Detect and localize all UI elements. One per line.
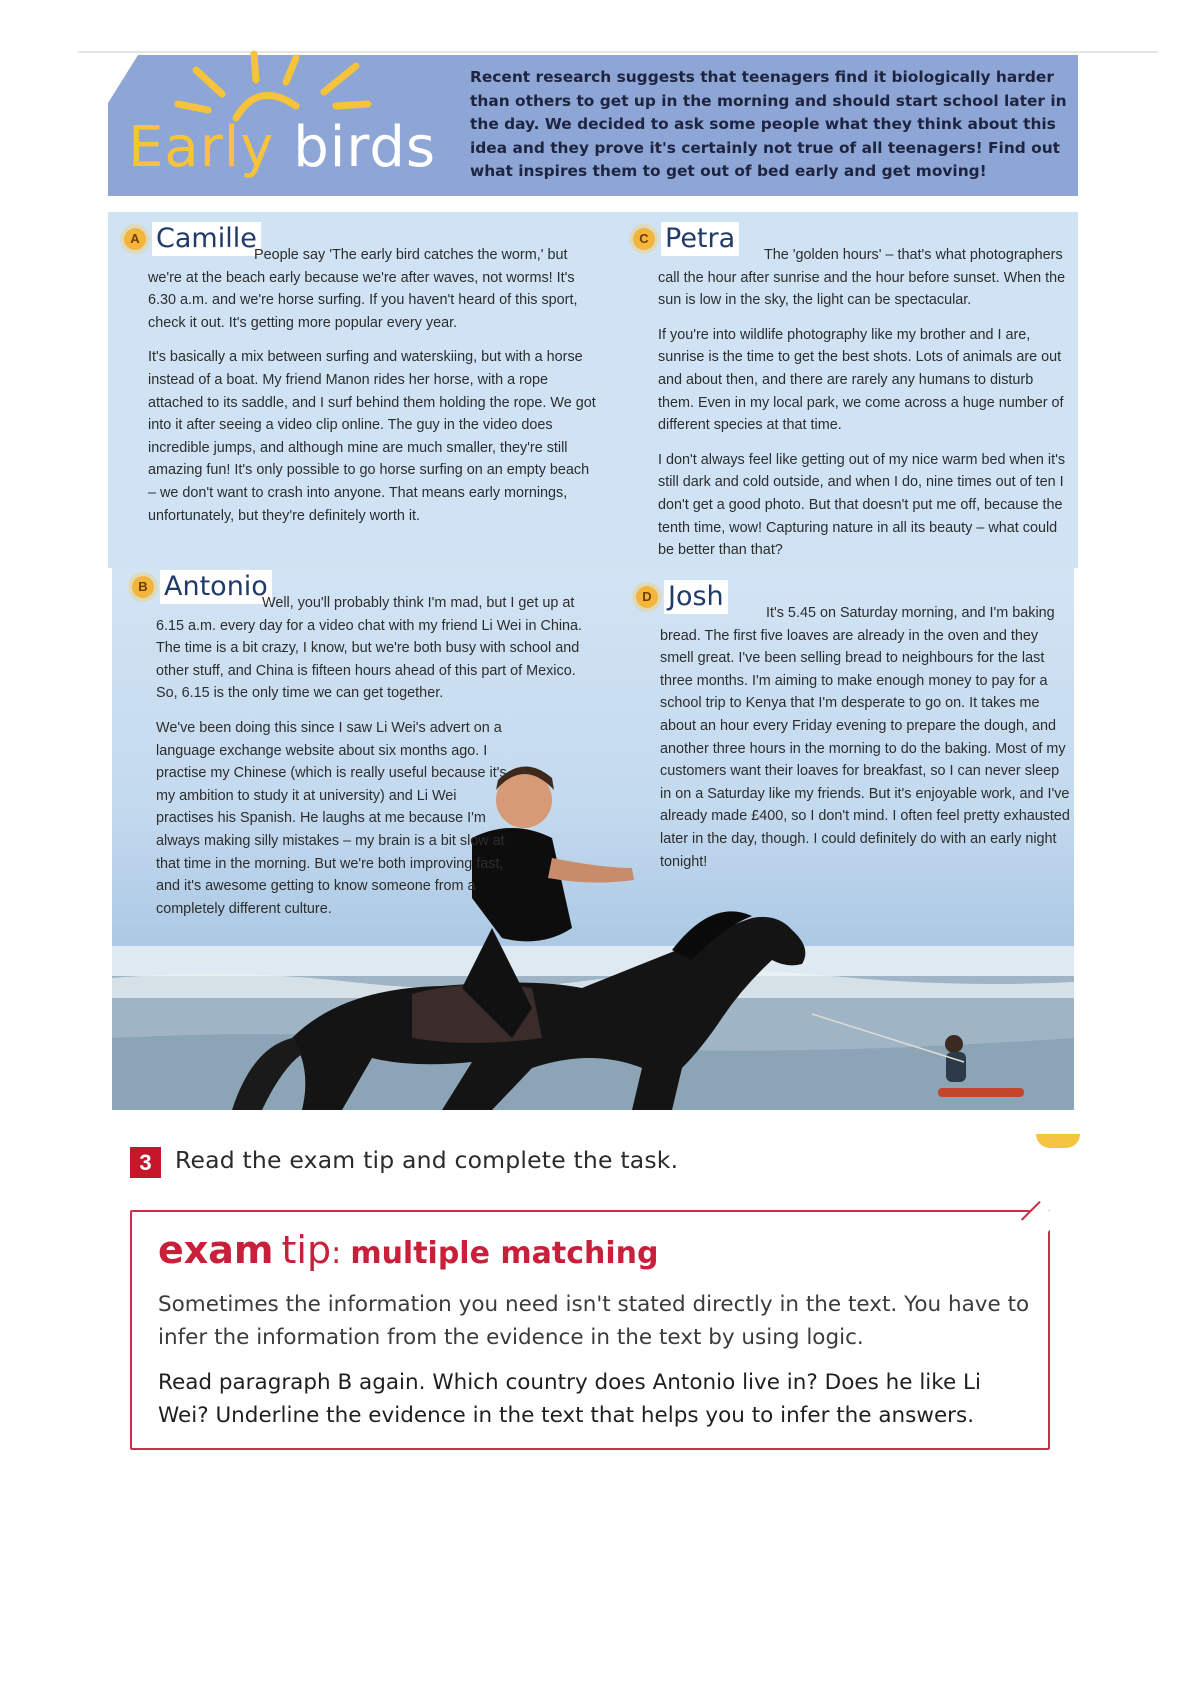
page-title (128, 115, 437, 180)
article-c-p2: If you're into wildlife photography like my brother and I are, sunrise is the time to get the best shots. Lots of animals are out and about then, and there are rarely any humans to disturb them. Even in my local park, we come across a huge number of different species at that time. (658, 326, 1064, 434)
tip-word-tip: tip (281, 1228, 332, 1272)
article-a-p1: People say 'The early bird catches the worm,' but we're at the beach early because we're after waves, not worms! It's 6.30 a.m. and we're horse surfing. If you haven't heard of this sport, check it out. It's getting more popular every year. (148, 247, 578, 331)
article-c-p3: I don't always feel like getting out of my nice warm bed when it's still dark and cold outside, and when I do, nine times out of ten I don't get a good photo. But that doesn't put me off, because the tenth time, wow! Capturing nature in all its beauty – what could be better than that? (658, 451, 1066, 559)
article-a-name: Camille (152, 222, 261, 256)
article-b-p1: Well, you'll probably think I'm mad, but I get up at 6.15 a.m. every day for a video chat with my friend Li Wei in China. The time is a bit crazy, I know, but we're both busy with school and other stuff, and China is fifteen hours ahead of this part of Mexico. So, 6.15 is the only time we can get together. (156, 595, 583, 702)
article-c-p1: The 'golden hours' – that's what photographers call the hour after sunrise and the hour before sunset. When the sun is low in the sky, the light can be spectacular. (658, 247, 1066, 309)
tip-word-exam: exam (158, 1228, 274, 1272)
article-b (156, 592, 600, 932)
article-a (148, 244, 598, 539)
article-d-p1: It's 5.45 on Saturday morning, and I'm baking bread. The first five loaves are already in the oven and they smell great. I've been selling bread to neighbours for the last three months. I'm aiming to make enough money to pay for a school trip to Kenya that I'm desperate to go on. It takes me about an hour every Friday evening to prepare the dough, and another three hours in the morning to do the baking. Most of my customers want their loaves for breakfast, so I can never sleep in on a Saturday like my friends. But it's enjoyable work, and I've already made £400, so I don't mind. I often feel pretty exhausted later in the day, though. I could definitely do with an early night tonight! (660, 605, 1070, 870)
exam-tip-body (158, 1288, 1038, 1444)
tip-subtitle: multiple matching (350, 1236, 659, 1271)
article-d (660, 602, 1070, 885)
decor-dot (1036, 1134, 1080, 1148)
article-a-p2: It's basically a mix between surfing and waterskiing, but with a horse instead of a boat. My friend Manon rides her horse, with a rope attached to its saddle, and I surf behind them holding the rope. We got into it after seeing a video clip online. The guy in the video does incredible jumps, and although mine are much smaller, they're still amazing fun! It's only possible to go horse surfing on an empty beach – we don't want to crash into anyone. That means early mornings, unfortunately, but they're definitely worth it. (148, 349, 596, 524)
article-a-badge: A (124, 228, 146, 250)
article-d-badge: D (636, 586, 658, 608)
article-c-badge: C (633, 228, 655, 250)
title-early: Early (128, 115, 275, 180)
tip-paragraph-2: Read paragraph B again. Which country does Antonio live in? Does he like Li Wei? Underline the evidence in the text that helps you to infer the answers. (158, 1370, 981, 1428)
article-c-name: Petra (661, 222, 739, 256)
article-c (658, 244, 1072, 574)
article-d-name: Josh (664, 580, 728, 614)
task-instruction: Read the exam tip and complete the task. (175, 1146, 679, 1174)
intro-text: Recent research suggests that teenagers find it biologically harder than others to get up in the morning and should start school later in the day. We decided to ask some people what they think about this idea and they prove it's certainly not true of all teenagers! Find out what inspires them to get out of bed early and get moving! (470, 68, 1067, 181)
article-b-name: Antonio (160, 570, 272, 604)
exam-tip-title (158, 1228, 659, 1272)
article-b-badge: B (132, 576, 154, 598)
tip-paragraph-1: Sometimes the information you need isn't stated directly in the text. You have to infer the information from the evidence in the text by using logic. (158, 1292, 1030, 1350)
tip-colon: : (331, 1236, 342, 1271)
title-birds: birds (293, 115, 437, 180)
article-b-p2: We've been doing this since I saw Li Wei's advert on a language exchange website about six months ago. I practise my Chinese (which is really useful because it's my ambition to study it at university) and Li Wei practises his Spanish. He laughs at me because I'm always making silly mistakes – my brain is a bit slow at that time in the morning. But we're both improving fast, and it's awesome getting to know someone from a completely different culture. (156, 719, 507, 917)
task-number: 3 (130, 1147, 161, 1178)
